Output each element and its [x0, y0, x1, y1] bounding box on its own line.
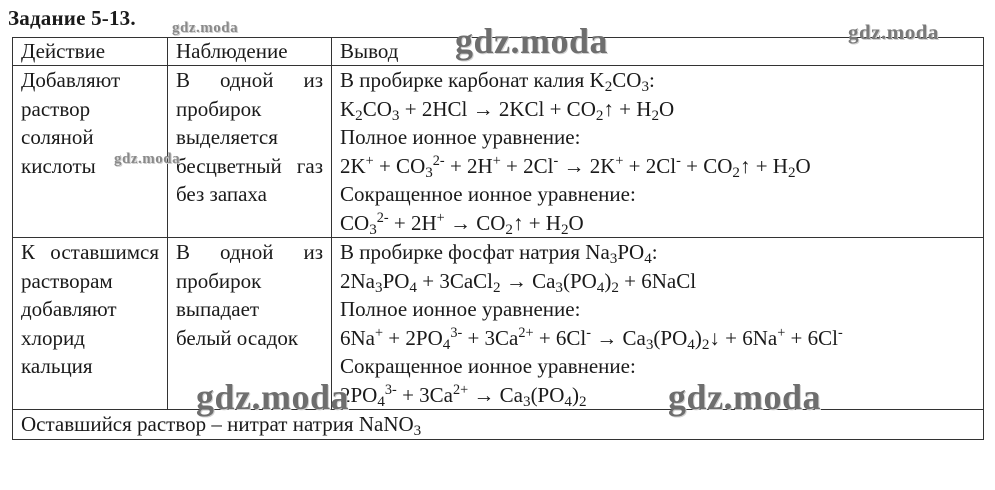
text-line: В одной из: [176, 240, 323, 264]
text-line: В пробирке фосфат натрия $Na_3PO_4$:: [340, 240, 658, 267]
text-line: $CO_3^{2-} + 2H^+$ → $CO_2↑ + H_2O$: [340, 209, 584, 238]
text-line: белый осадок: [176, 325, 299, 350]
column-header-conclusion: Вывод: [332, 38, 984, 66]
conclusion-cell: [332, 238, 984, 410]
text-line: пробирок: [176, 96, 262, 121]
text-line: $2Na_3PO_4$ + 3CaCl$_2$ → $Ca_3(PO_4)_2$ + 6NaCl: [340, 268, 697, 296]
watermark: gdz.moda: [196, 377, 350, 417]
text-line: без запаха: [176, 182, 267, 206]
text-line: $2PO_4^{3-} + 3Ca^{2+} \to Ca_3(PO_4)_2$: [340, 381, 587, 410]
text-line: $6Na^+ + 2PO_4^{3-} + 3Ca^{2+} + 6Cl^-$ → $Ca_3(PO_4)_2↓ + 6Na^+ + 6Cl^-$: [340, 324, 843, 353]
observation-cell: [168, 66, 332, 238]
experiment-table: [12, 37, 984, 440]
text-line: кальция: [21, 354, 93, 378]
text-line: пробирок: [176, 268, 262, 293]
text-line: $2K^+ + CO_3^{2-} + 2H^+ + 2Cl^- \to 2K^+ + 2Cl^-$ + $CO_2↑ + H_2O$: [340, 152, 811, 181]
watermark: gdz.moda: [668, 377, 822, 417]
text-line: выделяется: [176, 125, 278, 149]
text-line: К оставшимся: [21, 240, 159, 264]
footer-conclusion: Оставшийся раствор – нитрат натрия NaNO$_3$: [13, 410, 984, 440]
task-heading: Задание 5-13.: [8, 6, 136, 30]
watermark: gdz.moda: [114, 151, 181, 167]
text-line: соляной: [21, 125, 94, 149]
watermark: gdz.moda: [848, 20, 939, 44]
text-line: В одной из: [176, 68, 323, 92]
text-line: Полное ионное уравнение:: [340, 125, 581, 149]
table-row-cacl2: [13, 238, 984, 410]
text-line: кислоты: [21, 153, 96, 178]
text-line: растворам: [21, 268, 113, 293]
text-line: Сокращенное ионное уравнение:: [340, 182, 636, 206]
text-line: бесцветный газ: [176, 153, 323, 178]
text-line: $K_2CO_3 + 2HCl \to 2KCl$ + $CO_2↑ + H_2O$: [340, 96, 675, 124]
watermark: gdz.moda: [455, 21, 609, 61]
text-line: Полное ионное уравнение:: [340, 297, 581, 321]
text-line: добавляют: [21, 297, 117, 321]
text-line: Сокращенное ионное уравнение:: [340, 354, 636, 378]
text-line: хлорид: [21, 325, 85, 350]
text-line: выпадает: [176, 297, 260, 321]
text-line: Добавляют: [21, 68, 121, 92]
column-header-observation: Наблюдение: [168, 38, 332, 66]
table-footer-row: [13, 410, 984, 440]
action-cell: [13, 238, 168, 410]
watermark: gdz.moda: [172, 20, 239, 36]
column-header-action: Действие: [13, 38, 168, 66]
conclusion-cell: [332, 66, 984, 238]
text-line: В пробирке карбонат калия $K_2CO_3$:: [340, 68, 655, 95]
text-line: раствор: [21, 96, 91, 121]
